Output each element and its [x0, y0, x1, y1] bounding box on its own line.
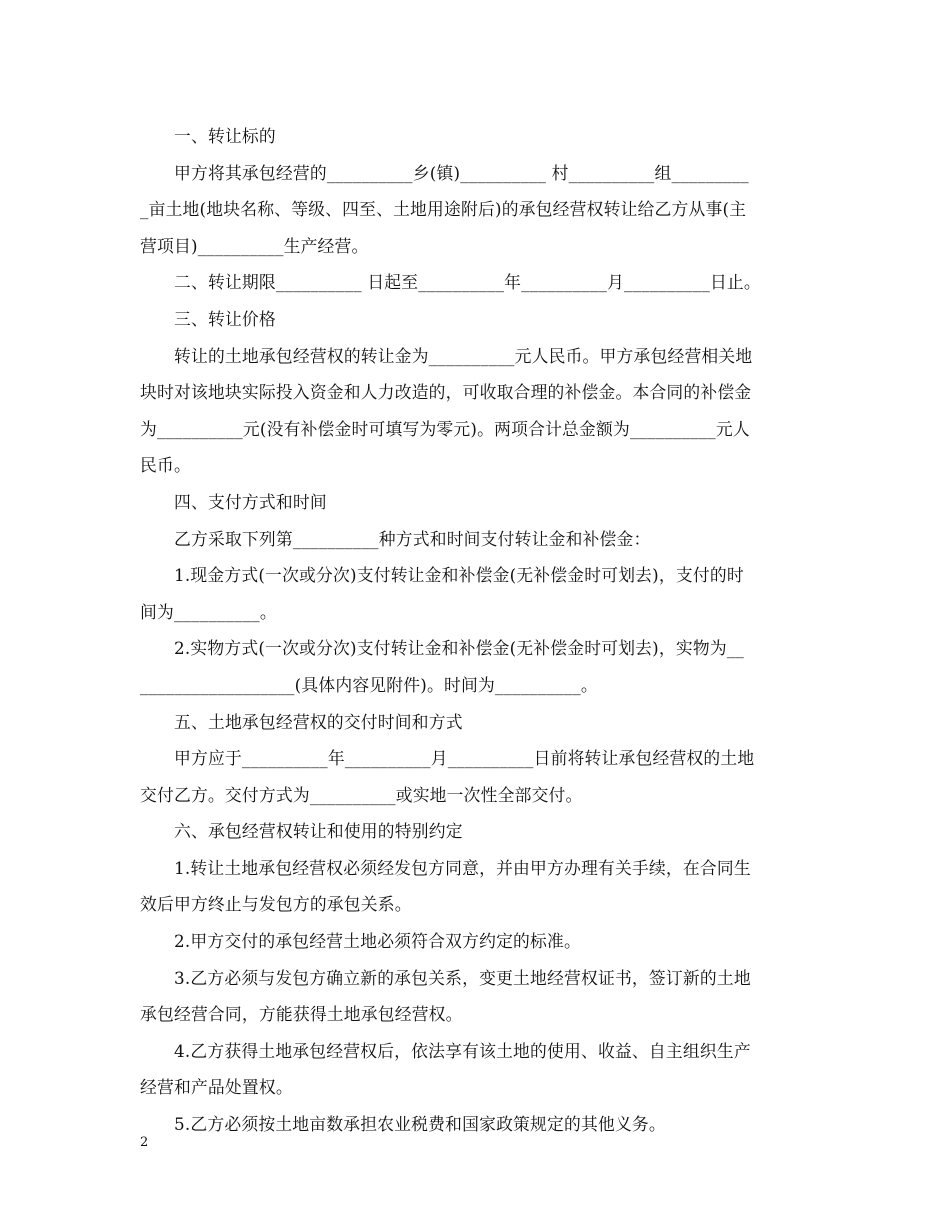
- paragraph-line: 甲方将其承包经营的__________乡(镇)__________ 村__________组_________: [174, 162, 749, 183]
- paragraph-line: __________________(具体内容见附件)。时间为__________。: [140, 674, 598, 695]
- paragraph-line: 效后甲方终止与发包方的承包关系。: [140, 894, 412, 915]
- paragraph-line: 乙方采取下列第__________种方式和时间支付转让金和补偿金：: [174, 528, 651, 549]
- list-item: 3.乙方必须与发包方确立新的承包关系，变更土地经营权证书，签订新的土地: [174, 967, 751, 988]
- paragraph-line: 间为__________。: [140, 601, 277, 622]
- paragraph-line: _亩土地(地块名称、等级、四至、土地用途附后)的承包经营权转让给乙方从事(主: [140, 199, 747, 220]
- paragraph-line: 块时对该地块实际投入资金和人力改造的，可收取合理的补偿金。本合同的补偿金: [140, 382, 752, 403]
- section-heading-special-terms: 六、承包经营权转让和使用的特别约定: [174, 821, 463, 842]
- paragraph-line: 为__________元(没有补偿金时可填写为零元)。两项合计总金额为__________元人: [140, 418, 750, 439]
- list-item: 4.乙方获得土地承包经营权后，依法享有该土地的使用、收益、自主组织生产: [174, 1040, 751, 1061]
- contract-body: [140, 118, 812, 1143]
- list-item: 2.甲方交付的承包经营土地必须符合双方约定的标准。: [174, 931, 581, 952]
- paragraph-line: 甲方应于__________年__________月__________日前将转让承包经营权的土地: [174, 748, 755, 769]
- section-heading-transfer-object: 一、转让标的: [174, 126, 276, 146]
- list-item: 1.转让土地承包经营权必须经发包方同意，并由甲方办理有关手续，在合同生: [174, 857, 751, 878]
- list-item: 5.乙方必须按土地亩数承担农业税费和国家政策规定的其他义务。: [174, 1114, 666, 1135]
- section-heading-transfer-price: 三、转让价格: [174, 308, 276, 329]
- paragraph-line: 转让的土地承包经营权的转让金为__________元人民币。甲方承包经营相关地: [174, 345, 753, 366]
- section-heading-transfer-term: 二、转让期限__________ 日起至__________年__________月__________日止。: [174, 272, 761, 293]
- paragraph-line: 营项目)__________生产经营。: [140, 235, 369, 256]
- paragraph-line: 承包经营合同，方能获得土地承包经营权。: [140, 1004, 463, 1025]
- page-number: 2: [140, 1135, 149, 1150]
- section-heading-payment: 四、支付方式和时间: [174, 491, 327, 512]
- section-heading-delivery: 五、土地承包经营权的交付时间和方式: [174, 711, 463, 732]
- list-item: 2.实物方式(一次或分次)支付转让金和补偿金(无补偿金时可划去)，实物为__: [174, 638, 745, 659]
- paragraph-line: 经营和产品处置权。: [140, 1077, 293, 1098]
- list-item: 1.现金方式(一次或分次)支付转让金和补偿金(无补偿金时可划去)，支付的时: [174, 565, 744, 586]
- paragraph-line: 交付乙方。交付方式为__________或实地一次性全部交付。: [140, 784, 583, 805]
- paragraph-line: 民币。: [140, 455, 191, 476]
